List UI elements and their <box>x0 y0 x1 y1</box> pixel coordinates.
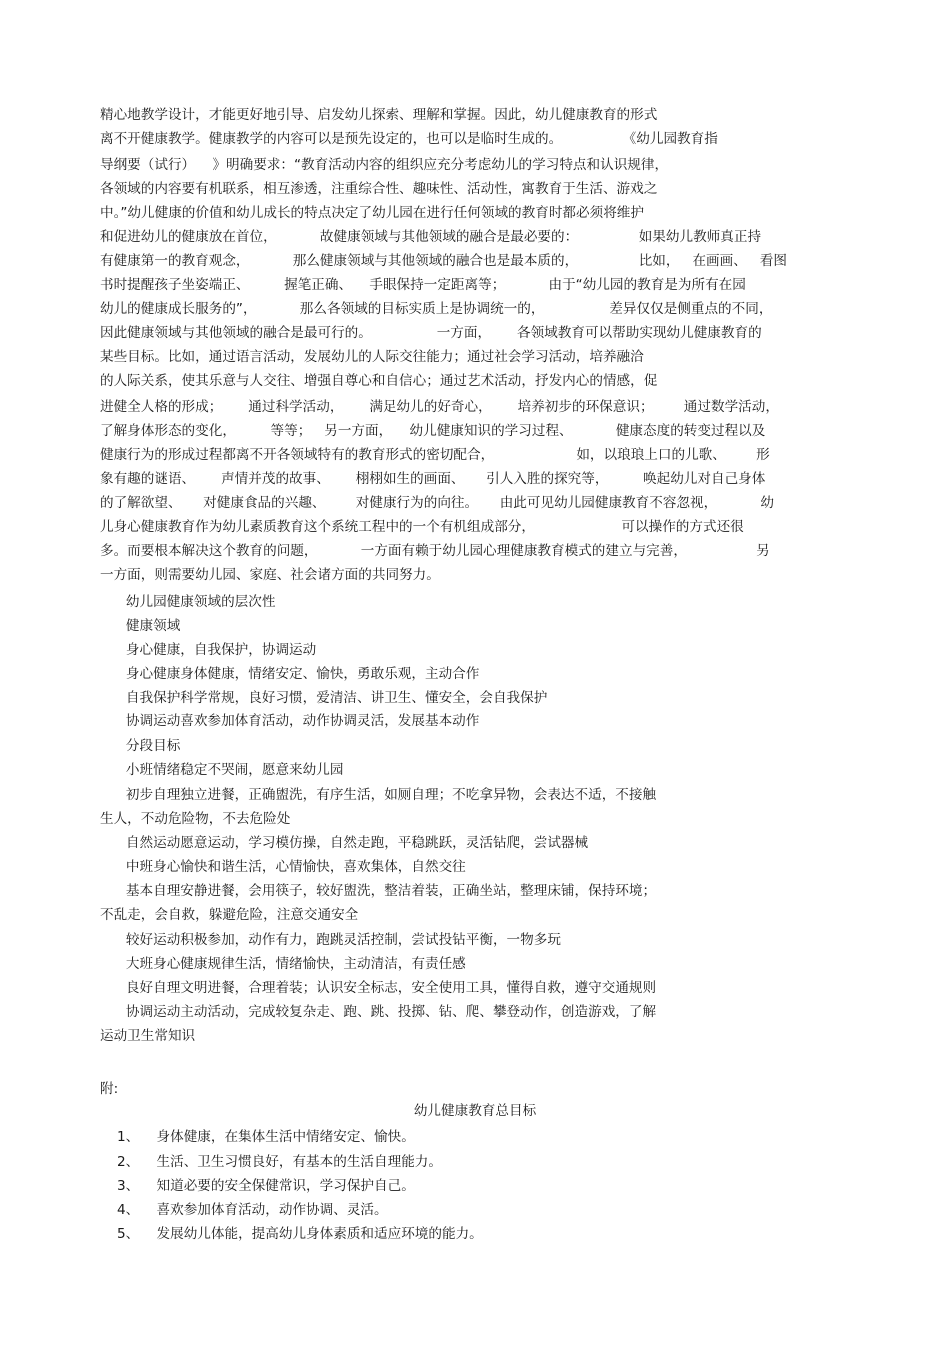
body-line: 和促进幼儿的健康放在首位， 故健康领域与其他领域的融合是最必要的： 如果幼儿教师真正持 <box>100 229 762 245</box>
body-line: 多。而要根本解决这个教育的问题， 一方面有赖于幼儿园心理健康教育模式的建立与完善， 另 <box>100 543 770 559</box>
body-line: 因此健康领域与其他领域的融合是最可行的。 一方面， 各领域教育可以帮助实现幼儿健康教育的 <box>100 325 762 341</box>
body-line: 有健康第一的教育观念， 那么健康领域与其他领域的融合也是最本质的， 比如， 在画画、 看图 <box>100 253 787 269</box>
appendix-item: 3、 知道必要的安全保健常识，学习保护自己。 <box>117 1178 415 1194</box>
body-line: 良好自理文明进餐，合理着装；认识安全标志，安全使用工具，懂得自救，遵守交通规则 <box>100 980 657 996</box>
appendix-item: 2、 生活、卫生习惯良好，有基本的生活自理能力。 <box>117 1154 442 1170</box>
body-line: 小班情绪稳定不哭闹，愿意来幼儿园 <box>100 762 344 778</box>
body-line: 分段目标 <box>100 738 181 754</box>
body-line: 幼儿园健康领域的层次性 <box>100 594 276 610</box>
appendix-title: 幼儿健康教育总目标 <box>413 1103 537 1119</box>
body-line: 初步自理独立进餐，正确盥洗，有序生活，如厕自理；不吃拿异物，会表达不适，不接触 <box>100 787 657 803</box>
body-line: 较好运动积极参加，动作有力，跑跳灵活控制，尝试投钻平衡，一物多玩 <box>100 932 561 948</box>
body-line: 的了解欲望、 对健康食品的兴趣、 对健康行为的向往。 由此可见幼儿园健康教育不容忽视， 幼 <box>100 495 775 511</box>
body-line: 某些目标。比如，通过语言活动，发展幼儿的人际交往能力；通过社会学习活动，培养融洽 <box>100 349 644 365</box>
body-line: 健康领域 <box>100 618 181 634</box>
body-line: 基本自理安静进餐，会用筷子，较好盥洗，整洁着装，正确坐站，整理床铺，保持环境； <box>100 883 657 899</box>
body-line: 身心健康身体健康，情绪安定、愉快，勇敢乐观，主动合作 <box>100 666 480 682</box>
body-line: 生人，不动危险物，不去危险处 <box>100 811 291 827</box>
body-line: 健康行为的形成过程都离不开各领域特有的教育形式的密切配合， 如，以琅琅上口的儿歌、 形 <box>100 447 770 463</box>
body-line: 导纲要（试行） 》明确要求：“教育活动内容的组织应充分考虑幼儿的学习特点和认识规律， <box>100 157 669 173</box>
body-line: 中。”幼儿健康的价值和幼儿成长的特点决定了幼儿园在进行任何领域的教育时都必须将维护 <box>100 205 644 221</box>
body-line: 的人际关系，使其乐意与人交往、增强自尊心和自信心；通过艺术活动，抒发内心的情感，促 <box>100 373 658 389</box>
body-line: 象有趣的谜语、 声情并茂的故事、 栩栩如生的画面、 引人入胜的探究等， 唤起幼儿对自己身体 <box>100 471 766 487</box>
body-line: 不乱走，会自救，躲避危险，注意交通安全 <box>100 907 359 923</box>
body-line: 协调运动喜欢参加体育活动，动作协调灵活，发展基本动作 <box>100 713 480 729</box>
body-line: 协调运动主动活动，完成较复杂走、跑、跳、投掷、钻、爬、攀登动作，创造游戏，了解 <box>100 1004 657 1020</box>
appendix-label: 附: <box>100 1081 119 1097</box>
body-line: 儿身心健康教育作为幼儿素质教育这个系统工程中的一个有机组成部分， 可以操作的方式还很 <box>100 519 744 535</box>
body-line: 自我保护科学常规，良好习惯，爱清洁、讲卫生、懂安全，会自我保护 <box>100 690 548 706</box>
body-line: 幼儿的健康成长服务的”， 那么各领域的目标实质上是协调统一的， 差异仅仅是侧重点的不同， <box>100 301 773 317</box>
appendix-item: 5、 发展幼儿体能，提高幼儿身体素质和适应环境的能力。 <box>117 1226 483 1242</box>
body-line: 进健全人格的形成； 通过科学活动， 满足幼儿的好奇心， 培养初步的环保意识； 通过数学活动， <box>100 399 779 415</box>
body-line: 离不开健康教学。健康教学的内容可以是预先设定的，也可以是临时生成的。 《幼儿园教育指 <box>100 131 718 147</box>
body-line: 自然运动愿意运动，学习模仿操，自然走跑，平稳跳跃，灵活钻爬，尝试器械 <box>100 835 589 851</box>
body-line: 精心地教学设计，才能更好地引导、启发幼儿探索、理解和掌握。因此，幼儿健康教育的形式 <box>100 107 658 123</box>
appendix-item: 1、 身体健康，在集体生活中情绪安定、愉快。 <box>117 1129 415 1145</box>
body-line: 了解身体形态的变化， 等等； 另一方面， 幼儿健康知识的学习过程、 健康态度的转变过程以及 <box>100 423 766 439</box>
body-line: 各领域的内容要有机联系，相互渗透，注重综合性、趣味性、活动性，寓教育于生活、游戏之 <box>100 181 658 197</box>
body-line: 大班身心健康规律生活，情绪愉快，主动清洁，有责任感 <box>100 956 466 972</box>
body-line: 身心健康，自我保护，协调运动 <box>100 642 317 658</box>
body-line: 中班身心愉快和谐生活，心情愉快，喜欢集体，自然交往 <box>100 859 466 875</box>
appendix-item: 4、 喜欢参加体育活动，动作协调、灵活。 <box>117 1202 388 1218</box>
body-line: 运动卫生常知识 <box>100 1028 196 1044</box>
body-line: 一方面，则需要幼儿园、家庭、社会诸方面的共同努力。 <box>100 567 440 583</box>
body-line: 书时提醒孩子坐姿端正、 握笔正确、 手眼保持一定距离等； 由于“幼儿园的教育是为所有在园 <box>100 277 746 293</box>
